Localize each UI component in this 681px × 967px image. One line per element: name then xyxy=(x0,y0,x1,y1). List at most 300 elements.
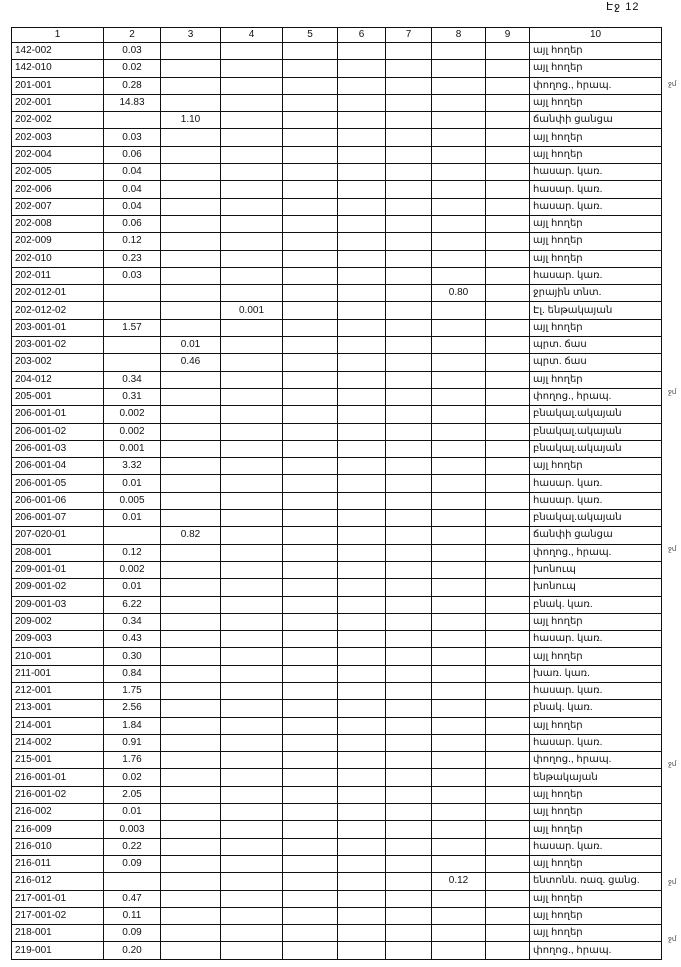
area-cell xyxy=(486,717,530,734)
area-cell xyxy=(161,43,221,60)
area-cell xyxy=(161,94,221,111)
parcel-code-cell: 209-002 xyxy=(12,613,104,630)
table-row xyxy=(12,510,662,527)
land-use-cell: փողոց., հրապ. xyxy=(530,388,662,405)
area-cell xyxy=(338,734,386,751)
area-cell xyxy=(161,371,221,388)
area-cell xyxy=(221,942,283,959)
area-cell xyxy=(283,579,338,596)
area-cell xyxy=(221,648,283,665)
area-cell xyxy=(221,406,283,423)
land-use-cell: փողոց., հրապ. xyxy=(530,77,662,94)
area-cell xyxy=(283,267,338,284)
area-cell xyxy=(386,717,432,734)
area-cell xyxy=(486,233,530,250)
area-cell xyxy=(283,198,338,215)
parcel-code-cell: 142-010 xyxy=(12,60,104,77)
area-cell xyxy=(221,821,283,838)
area-cell: 0.04 xyxy=(104,164,161,181)
area-cell xyxy=(161,406,221,423)
area-cell xyxy=(161,700,221,717)
area-cell xyxy=(432,804,486,821)
table-row xyxy=(12,544,662,561)
area-cell xyxy=(386,371,432,388)
table-row xyxy=(12,648,662,665)
area-cell xyxy=(283,319,338,336)
area-cell xyxy=(386,804,432,821)
table-row xyxy=(12,682,662,699)
parcel-code-cell: 211-001 xyxy=(12,665,104,682)
area-cell xyxy=(161,613,221,630)
area-cell xyxy=(283,821,338,838)
parcel-code-cell: 202-003 xyxy=(12,129,104,146)
table-row xyxy=(12,250,662,267)
parcel-code-cell: 206-001-02 xyxy=(12,423,104,440)
area-cell: 0.002 xyxy=(104,423,161,440)
area-cell xyxy=(161,890,221,907)
area-cell xyxy=(283,423,338,440)
area-cell xyxy=(486,579,530,596)
area-cell: 6.22 xyxy=(104,596,161,613)
parcel-code-cell: 209-001-01 xyxy=(12,561,104,578)
area-cell: 0.03 xyxy=(104,129,161,146)
area-cell: 0.09 xyxy=(104,925,161,942)
area-cell xyxy=(221,215,283,232)
area-cell xyxy=(283,682,338,699)
area-cell xyxy=(161,752,221,769)
area-cell xyxy=(161,907,221,924)
area-cell xyxy=(386,388,432,405)
area-cell xyxy=(338,510,386,527)
area-cell xyxy=(283,285,338,302)
area-cell xyxy=(283,873,338,890)
area-cell xyxy=(432,233,486,250)
area-cell xyxy=(161,786,221,803)
area-cell xyxy=(221,682,283,699)
area-cell: 0.02 xyxy=(104,60,161,77)
area-cell xyxy=(161,233,221,250)
area-cell: 14.83 xyxy=(104,94,161,111)
table-row xyxy=(12,492,662,509)
land-use-cell: պրտ. ճաս xyxy=(530,337,662,354)
area-cell xyxy=(486,354,530,371)
land-use-cell: այլ հողեր xyxy=(530,233,662,250)
area-cell xyxy=(432,890,486,907)
area-cell xyxy=(486,752,530,769)
area-cell xyxy=(338,198,386,215)
area-cell: 0.01 xyxy=(104,510,161,527)
parcel-code-cell: 202-010 xyxy=(12,250,104,267)
area-cell xyxy=(386,665,432,682)
area-cell xyxy=(221,890,283,907)
area-cell: 0.12 xyxy=(104,233,161,250)
area-cell xyxy=(386,907,432,924)
area-cell xyxy=(161,838,221,855)
area-cell xyxy=(386,734,432,751)
area-cell xyxy=(221,233,283,250)
area-cell xyxy=(386,873,432,890)
area-cell xyxy=(221,804,283,821)
area-cell xyxy=(338,267,386,284)
land-use-cell: բնակ. կառ. xyxy=(530,700,662,717)
parcel-code-cell: 217-001-02 xyxy=(12,907,104,924)
area-cell: 0.46 xyxy=(161,354,221,371)
area-cell: 0.28 xyxy=(104,77,161,94)
area-cell xyxy=(486,786,530,803)
area-cell xyxy=(432,181,486,198)
area-cell xyxy=(161,492,221,509)
area-cell xyxy=(161,544,221,561)
land-table xyxy=(11,27,662,960)
area-cell xyxy=(432,475,486,492)
area-cell xyxy=(386,354,432,371)
area-cell xyxy=(338,319,386,336)
area-cell: 2.05 xyxy=(104,786,161,803)
area-cell xyxy=(486,631,530,648)
area-cell xyxy=(486,215,530,232)
parcel-code-cell: 216-012 xyxy=(12,873,104,890)
parcel-code-cell: 203-001-01 xyxy=(12,319,104,336)
area-cell: 0.82 xyxy=(161,527,221,544)
area-cell xyxy=(283,388,338,405)
area-cell: 0.001 xyxy=(221,302,283,319)
area-cell xyxy=(283,164,338,181)
area-cell: 0.20 xyxy=(104,942,161,959)
area-cell: 0.01 xyxy=(104,579,161,596)
parcel-code-cell: 209-001-03 xyxy=(12,596,104,613)
parcel-code-cell: 202-008 xyxy=(12,215,104,232)
area-cell xyxy=(338,890,386,907)
area-cell xyxy=(338,613,386,630)
table-row xyxy=(12,112,662,129)
area-cell xyxy=(432,907,486,924)
area-cell xyxy=(338,873,386,890)
col-header: 9 xyxy=(486,28,530,43)
parcel-code-cell: 206-001-04 xyxy=(12,458,104,475)
area-cell xyxy=(432,337,486,354)
land-use-cell: այլ հողեր xyxy=(530,94,662,111)
area-cell: 1.75 xyxy=(104,682,161,699)
parcel-code-cell: 208-001 xyxy=(12,544,104,561)
parcel-code-cell: 216-010 xyxy=(12,838,104,855)
area-cell xyxy=(161,146,221,163)
area-cell xyxy=(386,596,432,613)
area-cell xyxy=(486,596,530,613)
area-cell xyxy=(386,700,432,717)
land-use-cell: այլ հողեր xyxy=(530,890,662,907)
parcel-code-cell: 212-001 xyxy=(12,682,104,699)
area-cell xyxy=(432,838,486,855)
area-cell xyxy=(104,302,161,319)
area-cell xyxy=(161,285,221,302)
area-cell xyxy=(386,198,432,215)
header-row xyxy=(12,28,662,43)
area-cell xyxy=(161,198,221,215)
area-cell xyxy=(386,267,432,284)
area-cell xyxy=(221,475,283,492)
area-cell xyxy=(161,665,221,682)
area-cell xyxy=(221,112,283,129)
area-cell xyxy=(432,786,486,803)
area-cell xyxy=(386,440,432,457)
area-cell xyxy=(338,423,386,440)
area-cell xyxy=(432,544,486,561)
area-cell xyxy=(486,700,530,717)
area-cell: 0.23 xyxy=(104,250,161,267)
area-cell xyxy=(486,510,530,527)
area-cell xyxy=(432,734,486,751)
area-cell xyxy=(386,215,432,232)
table-body xyxy=(12,43,662,960)
table-row xyxy=(12,665,662,682)
area-cell: 1.10 xyxy=(161,112,221,129)
area-cell xyxy=(221,734,283,751)
area-cell xyxy=(283,855,338,872)
col-header: 3 xyxy=(161,28,221,43)
table-row xyxy=(12,458,662,475)
area-cell xyxy=(104,337,161,354)
area-cell xyxy=(283,302,338,319)
area-cell xyxy=(432,752,486,769)
area-cell: 0.12 xyxy=(104,544,161,561)
area-cell xyxy=(283,60,338,77)
area-cell xyxy=(432,164,486,181)
area-cell xyxy=(221,388,283,405)
table-row xyxy=(12,129,662,146)
land-use-cell: այլ հողեր xyxy=(530,319,662,336)
area-cell: 0.01 xyxy=(104,475,161,492)
area-cell xyxy=(221,579,283,596)
area-cell xyxy=(432,94,486,111)
area-cell xyxy=(386,648,432,665)
area-cell xyxy=(386,855,432,872)
area-cell xyxy=(486,302,530,319)
area-cell xyxy=(161,925,221,942)
table-row xyxy=(12,146,662,163)
area-cell: 0.02 xyxy=(104,769,161,786)
area-cell xyxy=(283,406,338,423)
table-row xyxy=(12,769,662,786)
area-cell xyxy=(432,354,486,371)
area-cell xyxy=(338,233,386,250)
area-cell: 0.22 xyxy=(104,838,161,855)
parcel-code-cell: 213-001 xyxy=(12,700,104,717)
area-cell xyxy=(386,527,432,544)
land-use-cell: այլ հողեր xyxy=(530,613,662,630)
col-header: 7 xyxy=(386,28,432,43)
area-cell xyxy=(432,561,486,578)
area-cell: 0.01 xyxy=(161,337,221,354)
table-row xyxy=(12,631,662,648)
area-cell xyxy=(486,665,530,682)
margin-mark: ջմ xyxy=(668,81,677,88)
land-use-cell: պրտ. ճաս xyxy=(530,354,662,371)
area-cell xyxy=(161,164,221,181)
area-cell xyxy=(221,544,283,561)
area-cell xyxy=(338,786,386,803)
parcel-code-cell: 205-001 xyxy=(12,388,104,405)
area-cell xyxy=(161,60,221,77)
area-cell: 0.001 xyxy=(104,440,161,457)
area-cell xyxy=(432,527,486,544)
area-cell: 0.002 xyxy=(104,561,161,578)
area-cell xyxy=(338,527,386,544)
area-cell xyxy=(221,60,283,77)
area-cell xyxy=(386,250,432,267)
area-cell xyxy=(161,561,221,578)
col-header: 4 xyxy=(221,28,283,43)
area-cell xyxy=(486,440,530,457)
area-cell xyxy=(161,215,221,232)
area-cell xyxy=(486,319,530,336)
area-cell xyxy=(486,492,530,509)
area-cell xyxy=(432,371,486,388)
parcel-code-cell: 202-007 xyxy=(12,198,104,215)
area-cell xyxy=(221,423,283,440)
area-cell xyxy=(386,544,432,561)
area-cell xyxy=(486,873,530,890)
parcel-code-cell: 216-011 xyxy=(12,855,104,872)
area-cell xyxy=(221,181,283,198)
land-use-cell: այլ հողեր xyxy=(530,648,662,665)
parcel-code-cell: 206-001-01 xyxy=(12,406,104,423)
parcel-code-cell: 206-001-06 xyxy=(12,492,104,509)
col-header: 8 xyxy=(432,28,486,43)
area-cell xyxy=(161,458,221,475)
area-cell xyxy=(486,94,530,111)
area-cell xyxy=(486,890,530,907)
area-cell xyxy=(386,337,432,354)
land-use-cell: փողոց., հրապ. xyxy=(530,752,662,769)
parcel-code-cell: 202-001 xyxy=(12,94,104,111)
land-use-cell: ջրային տնտ. xyxy=(530,285,662,302)
land-use-cell: այլ հողեր xyxy=(530,43,662,60)
table-row xyxy=(12,821,662,838)
area-cell xyxy=(221,613,283,630)
table-row xyxy=(12,440,662,457)
land-use-cell: հասար. կառ. xyxy=(530,475,662,492)
area-cell xyxy=(221,925,283,942)
table-row xyxy=(12,579,662,596)
col-header: 2 xyxy=(104,28,161,43)
area-cell xyxy=(283,752,338,769)
area-cell xyxy=(221,838,283,855)
land-use-cell: բնակալ.ակայան xyxy=(530,440,662,457)
table-row xyxy=(12,388,662,405)
area-cell xyxy=(221,319,283,336)
area-cell xyxy=(432,458,486,475)
area-cell xyxy=(161,267,221,284)
area-cell xyxy=(283,700,338,717)
area-cell xyxy=(386,942,432,959)
table-row xyxy=(12,43,662,60)
area-cell xyxy=(386,925,432,942)
land-use-cell: խոնուպ xyxy=(530,579,662,596)
area-cell: 0.002 xyxy=(104,406,161,423)
area-cell xyxy=(432,648,486,665)
area-cell xyxy=(386,492,432,509)
area-cell xyxy=(386,613,432,630)
table-row xyxy=(12,319,662,336)
land-use-cell: հասար. կառ. xyxy=(530,631,662,648)
parcel-code-cell: 202-009 xyxy=(12,233,104,250)
table-row xyxy=(12,215,662,232)
area-cell xyxy=(283,475,338,492)
area-cell xyxy=(486,43,530,60)
area-cell xyxy=(486,942,530,959)
area-cell xyxy=(283,665,338,682)
area-cell xyxy=(161,388,221,405)
land-use-cell: այլ հողեր xyxy=(530,786,662,803)
land-use-cell: բնակ. կառ. xyxy=(530,596,662,613)
area-cell xyxy=(338,838,386,855)
area-cell xyxy=(283,510,338,527)
land-use-cell: այլ հողեր xyxy=(530,907,662,924)
area-cell xyxy=(432,60,486,77)
area-cell xyxy=(161,717,221,734)
area-cell xyxy=(486,388,530,405)
land-use-cell: բնակալ.ակայան xyxy=(530,510,662,527)
area-cell xyxy=(432,43,486,60)
area-cell xyxy=(283,596,338,613)
table-row xyxy=(12,77,662,94)
area-cell xyxy=(283,94,338,111)
area-cell xyxy=(221,250,283,267)
parcel-code-cell: 210-001 xyxy=(12,648,104,665)
area-cell xyxy=(221,458,283,475)
land-use-cell: այլ հողեր xyxy=(530,804,662,821)
area-cell xyxy=(338,821,386,838)
area-cell xyxy=(486,198,530,215)
area-cell xyxy=(338,43,386,60)
land-use-cell: այլ հողեր xyxy=(530,129,662,146)
land-use-cell: այլ հողեր xyxy=(530,146,662,163)
table-row xyxy=(12,285,662,302)
area-cell xyxy=(432,700,486,717)
area-cell xyxy=(283,838,338,855)
area-cell xyxy=(486,561,530,578)
parcel-code-cell: 206-001-07 xyxy=(12,510,104,527)
area-cell xyxy=(161,250,221,267)
area-cell xyxy=(283,613,338,630)
area-cell xyxy=(432,77,486,94)
parcel-code-cell: 216-001-02 xyxy=(12,786,104,803)
area-cell xyxy=(338,665,386,682)
area-cell xyxy=(283,112,338,129)
area-cell xyxy=(283,890,338,907)
area-cell: 0.04 xyxy=(104,181,161,198)
area-cell xyxy=(283,527,338,544)
table-row xyxy=(12,838,662,855)
area-cell xyxy=(386,838,432,855)
area-cell xyxy=(221,786,283,803)
area-cell xyxy=(161,821,221,838)
area-cell: 1.76 xyxy=(104,752,161,769)
land-use-cell: խոնուպ xyxy=(530,561,662,578)
parcel-code-cell: 202-006 xyxy=(12,181,104,198)
area-cell xyxy=(386,458,432,475)
area-cell xyxy=(221,337,283,354)
area-cell xyxy=(486,821,530,838)
parcel-code-cell: 214-001 xyxy=(12,717,104,734)
area-cell xyxy=(486,907,530,924)
area-cell xyxy=(221,77,283,94)
land-use-cell: խառ. կառ. xyxy=(530,665,662,682)
parcel-code-cell: 202-002 xyxy=(12,112,104,129)
area-cell: 0.03 xyxy=(104,43,161,60)
area-cell xyxy=(283,925,338,942)
area-cell xyxy=(283,648,338,665)
